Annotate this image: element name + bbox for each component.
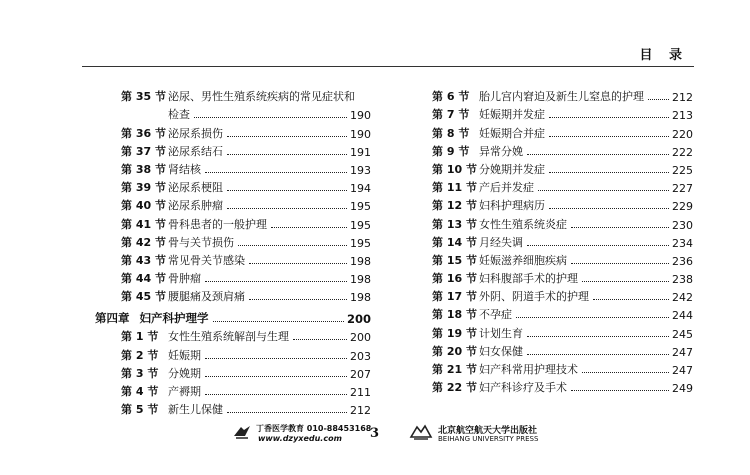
leader-dots (205, 376, 347, 377)
toc-entry[interactable] (95, 141, 371, 159)
leader-dots (571, 227, 669, 228)
toc-left-column (95, 86, 371, 417)
page-title: 目 录 (639, 48, 688, 63)
footer-press-name-en: BEIHANG UNIVERSITY PRESS (438, 435, 539, 443)
leader-dots (205, 358, 347, 359)
leader-dots (538, 190, 669, 191)
page-ref: 193 (350, 163, 371, 177)
page-ref: 190 (350, 109, 371, 123)
page-ref: 222 (672, 145, 693, 159)
leader-dots (227, 190, 347, 191)
section-number: 第 4 节 (121, 385, 159, 398)
section-title: 妇科腹部手术的护理 (479, 272, 578, 286)
toc-entry[interactable] (432, 86, 693, 104)
leader-dots (227, 154, 347, 155)
leader-dots (271, 227, 347, 228)
section-number: 第 9 节 (432, 144, 470, 158)
toc-entry[interactable] (95, 86, 371, 104)
page-ref: 191 (350, 145, 371, 159)
page-ref: 247 (672, 345, 693, 359)
section-title: 腰腿痛及颈肩痛 (168, 290, 245, 304)
university-press-logo-icon (409, 423, 433, 441)
leader-dots (549, 208, 669, 209)
leader-dots (293, 339, 347, 340)
leader-dots (549, 172, 669, 173)
page-ref: 194 (350, 182, 371, 196)
section-title: 分娩期 (168, 366, 201, 380)
leader-dots (582, 372, 669, 373)
section-number: 第 35 节 (121, 90, 166, 104)
section-number: 第 41 节 (121, 217, 166, 231)
section-number: 第 1 节 (121, 330, 159, 344)
footer-website: www.dzyxedu.com (258, 434, 342, 443)
section-number: 第 39 节 (121, 181, 166, 195)
section-title: 外阴、阴道手术的护理 (479, 290, 589, 304)
chapter-title: 妇产科护理学 (139, 311, 209, 326)
section-title: 产褥期 (168, 385, 201, 398)
section-title: 泌尿系损伤 (168, 126, 223, 140)
leader-dots (593, 299, 669, 300)
toc-chapter-list (95, 326, 371, 417)
section-number: 第 6 节 (432, 90, 470, 104)
page-ref: 200 (350, 331, 371, 345)
page-ref: 234 (672, 236, 693, 250)
section-title: 泌尿、男性生殖系统疾病的常见症状和 (168, 90, 355, 104)
toc-entry[interactable] (95, 344, 371, 362)
toc-entry[interactable] (432, 377, 693, 395)
section-title: 胎儿宫内窘迫及新生儿窒息的护理 (479, 90, 644, 104)
chapter-number: 第四章 (95, 311, 130, 326)
section-title: 检查 (168, 108, 190, 122)
toc-chapter-heading[interactable] (95, 304, 371, 326)
page-ref: 198 (350, 254, 371, 268)
section-number: 第 17 节 (432, 290, 477, 304)
page-ref: 227 (672, 182, 693, 196)
section-title: 妊娠期合并症 (479, 126, 545, 140)
toc-entry[interactable] (432, 359, 693, 377)
section-title: 泌尿系梗阻 (168, 181, 223, 195)
section-number: 第 42 节 (121, 235, 166, 249)
section-number: 第 37 节 (121, 144, 166, 158)
section-title: 妇产科常用护理技术 (479, 363, 578, 376)
page-ref: 242 (672, 291, 693, 305)
leader-dots (205, 281, 347, 282)
toc-entry[interactable] (95, 268, 371, 286)
section-number: 第 19 节 (432, 326, 477, 340)
toc-entry[interactable] (432, 286, 693, 304)
section-number: 第 7 节 (432, 108, 470, 122)
toc-entry[interactable] (432, 213, 693, 231)
page-ref: 195 (350, 236, 371, 250)
page-ref: 203 (350, 349, 371, 363)
leader-dots (648, 99, 669, 100)
toc-entry[interactable] (95, 326, 371, 344)
page-ref: 220 (672, 127, 693, 141)
toc-entry[interactable] (95, 381, 371, 399)
leader-dots (527, 354, 669, 355)
toc-entry[interactable] (95, 195, 371, 213)
leader-dots (582, 281, 669, 282)
section-title: 女性生殖系统炎症 (479, 217, 567, 231)
toc-entry[interactable] (432, 141, 693, 159)
toc-entry[interactable] (432, 268, 693, 286)
page-ref: 213 (672, 109, 693, 123)
section-title: 妇产科诊疗及手术 (479, 381, 567, 395)
leader-dots (527, 336, 669, 337)
toc-left-list (95, 86, 371, 304)
header-divider (82, 66, 694, 67)
page-ref: 249 (672, 382, 693, 396)
leader-dots (249, 263, 347, 264)
section-title: 计划生育 (479, 326, 523, 340)
toc-entry[interactable] (95, 363, 371, 381)
section-number: 第 22 节 (432, 381, 477, 395)
section-number: 第 3 节 (121, 366, 159, 380)
section-number: 第 20 节 (432, 344, 477, 358)
section-title: 分娩期并发症 (479, 162, 545, 176)
toc-entry[interactable] (95, 232, 371, 250)
toc-entry[interactable] (95, 159, 371, 177)
section-title: 产后并发症 (479, 181, 534, 195)
leader-dots (227, 208, 347, 209)
leader-dots (549, 136, 669, 137)
section-number: 第 11 节 (432, 181, 477, 195)
section-title: 妇女保健 (479, 344, 523, 358)
toc-entry[interactable] (432, 159, 693, 177)
page-ref: 212 (350, 404, 371, 418)
section-number: 第 5 节 (121, 403, 159, 417)
page-ref: 245 (672, 327, 693, 341)
toc-entry[interactable] (432, 232, 693, 250)
leader-dots (213, 321, 344, 322)
leader-dots (549, 117, 669, 118)
section-number: 第 15 节 (432, 253, 477, 267)
toc-entry[interactable] (432, 177, 693, 195)
section-title: 女性生殖系统解剖与生理 (168, 330, 289, 344)
toc-entry[interactable] (95, 250, 371, 268)
leader-dots (516, 317, 669, 318)
section-number: 第 40 节 (121, 199, 166, 213)
toc-entry[interactable] (432, 195, 693, 213)
page-ref: 211 (350, 386, 371, 399)
page-ref: 198 (350, 291, 371, 305)
toc-entry[interactable] (95, 213, 371, 231)
section-title: 妊娠滋养细胞疾病 (479, 253, 567, 267)
page-ref: 238 (672, 273, 693, 287)
section-number: 第 44 节 (121, 272, 166, 286)
toc-entry[interactable] (432, 250, 693, 268)
page-ref: 236 (672, 254, 693, 268)
section-number: 第 13 节 (432, 217, 477, 231)
chapter-page: 200 (346, 312, 371, 327)
section-title: 泌尿系结石 (168, 144, 223, 158)
toc-right-list (432, 86, 693, 395)
toc-entry[interactable] (95, 177, 371, 195)
leader-dots (238, 245, 347, 246)
section-title: 不孕症 (479, 308, 512, 322)
section-number: 第 12 节 (432, 199, 477, 213)
section-title: 异常分娩 (479, 144, 523, 158)
section-number: 第 45 节 (121, 290, 166, 304)
page-number: 3 (370, 426, 380, 441)
page-ref: 229 (672, 200, 693, 214)
section-title: 妊娠期并发症 (479, 108, 545, 122)
section-number: 第 21 节 (432, 363, 477, 376)
leader-dots (205, 394, 347, 395)
section-number: 第 2 节 (121, 348, 159, 362)
section-title: 常见骨关节感染 (168, 253, 245, 267)
section-title: 肾结核 (168, 162, 201, 176)
toc-entry[interactable] (95, 286, 371, 304)
page-ref: 207 (350, 367, 371, 381)
section-number: 第 14 节 (432, 235, 477, 249)
toc-entry[interactable] (432, 104, 693, 122)
toc-entry[interactable] (432, 304, 693, 322)
toc-entry[interactable] (95, 104, 371, 122)
leader-dots (571, 263, 669, 264)
section-number: 第 38 节 (121, 162, 166, 176)
section-title: 骨与关节损伤 (168, 235, 234, 249)
page-ref: 195 (350, 200, 371, 214)
page-ref: 247 (672, 364, 693, 377)
footer-press-name: 北京航空航天大学出版社 (438, 426, 538, 436)
section-number: 第 36 节 (121, 126, 166, 140)
section-title: 妇科护理病历 (479, 199, 545, 213)
page-ref: 190 (350, 127, 371, 141)
toc-right-column (432, 86, 693, 395)
leader-dots (194, 117, 347, 118)
section-number: 第 8 节 (432, 126, 470, 140)
page-ref: 195 (350, 218, 371, 232)
toc-entry[interactable] (95, 122, 371, 140)
leader-dots (527, 245, 669, 246)
toc-entry[interactable] (432, 322, 693, 340)
section-title: 泌尿系肿瘤 (168, 199, 223, 213)
section-title: 妊娠期 (168, 348, 201, 362)
page-ref: 225 (672, 163, 693, 177)
section-number: 第 10 节 (432, 162, 477, 176)
page-ref: 230 (672, 218, 693, 232)
section-title: 骨肿瘤 (168, 272, 201, 286)
toc-entry[interactable] (432, 341, 693, 359)
section-number: 第 43 节 (121, 253, 166, 267)
leader-dots (227, 136, 347, 137)
leader-dots (249, 299, 347, 300)
page-ref: 198 (350, 273, 371, 287)
section-number: 第 16 节 (432, 272, 477, 286)
leader-dots (527, 154, 669, 155)
section-number: 第 18 节 (432, 308, 477, 322)
leader-dots (227, 412, 347, 413)
toc-entry[interactable] (432, 122, 693, 140)
leader-dots (205, 172, 347, 173)
publisher-logo-icon (232, 424, 252, 440)
section-title: 骨科患者的一般护理 (168, 217, 267, 231)
toc-entry[interactable] (95, 399, 371, 417)
section-title: 新生儿保健 (168, 403, 223, 417)
page-ref: 212 (672, 91, 693, 105)
section-title: 月经失调 (479, 235, 523, 249)
page-ref: 244 (672, 309, 693, 323)
footer-publisher-contact: 丁香医学教育 010-88453168 (256, 424, 372, 433)
leader-dots (571, 390, 669, 391)
